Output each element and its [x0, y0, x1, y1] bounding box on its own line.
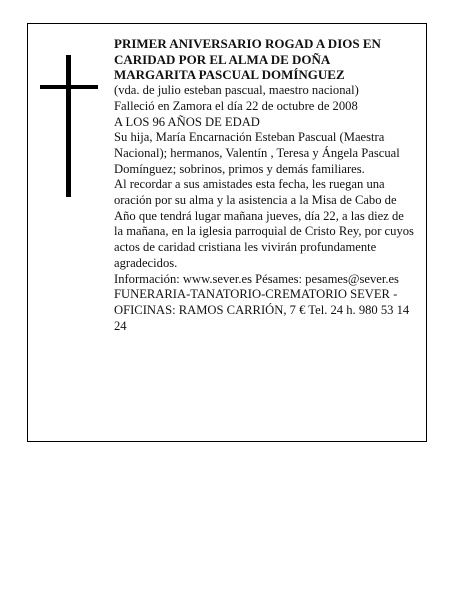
invitation-paragraph: Al recordar a sus amistades esta fecha, les ruegan una oración por su alma y la asistencia a la Misa de Cabo de Año que tendrá lugar mañana jueves, día 22, a las diez de la mañana, en la iglesia parroquial de Cristo Rey, por cuyos actos de caridad cristiana les vivirán profundamente agradecidos. — [114, 177, 414, 270]
family-paragraph: Su hija, María Encarnación Esteban Pascual (Maestra Nacional); hermanos, Valentín , Teresa y Ángela Pascual Domínguez; sobrinos, primos y demás familiares. — [114, 130, 400, 176]
heading-line-1: PRIMER ANIVERSARIO ROGAD A DIOS EN — [114, 36, 381, 51]
funeral-home-line: FUNERARIA-TANATORIO-CREMATORIO SEVER - OFICINAS: RAMOS CARRIÓN, 7 € Tel. 24 h. 980 53 14 24 — [114, 287, 410, 333]
heading-line-2: CARIDAD POR EL ALMA DE DOÑA — [114, 51, 331, 67]
info-line: Información: www.sever.es Pésames: pesames@sever.es — [114, 271, 399, 286]
widow-note: (vda. de julio esteban pascual, maestro nacional) — [114, 83, 359, 98]
cross-horizontal-bar — [40, 85, 98, 89]
obituary-text — [114, 36, 414, 334]
cross-vertical-bar — [66, 55, 71, 197]
death-info: Falleció en Zamora el día 22 de octubre de 2008 — [114, 98, 358, 113]
heading-line-3: MARGARITA PASCUAL DOMÍNGUEZ — [114, 67, 345, 83]
latin-cross-icon — [40, 55, 98, 197]
age-line: A LOS 96 AÑOS DE EDAD — [114, 114, 260, 129]
